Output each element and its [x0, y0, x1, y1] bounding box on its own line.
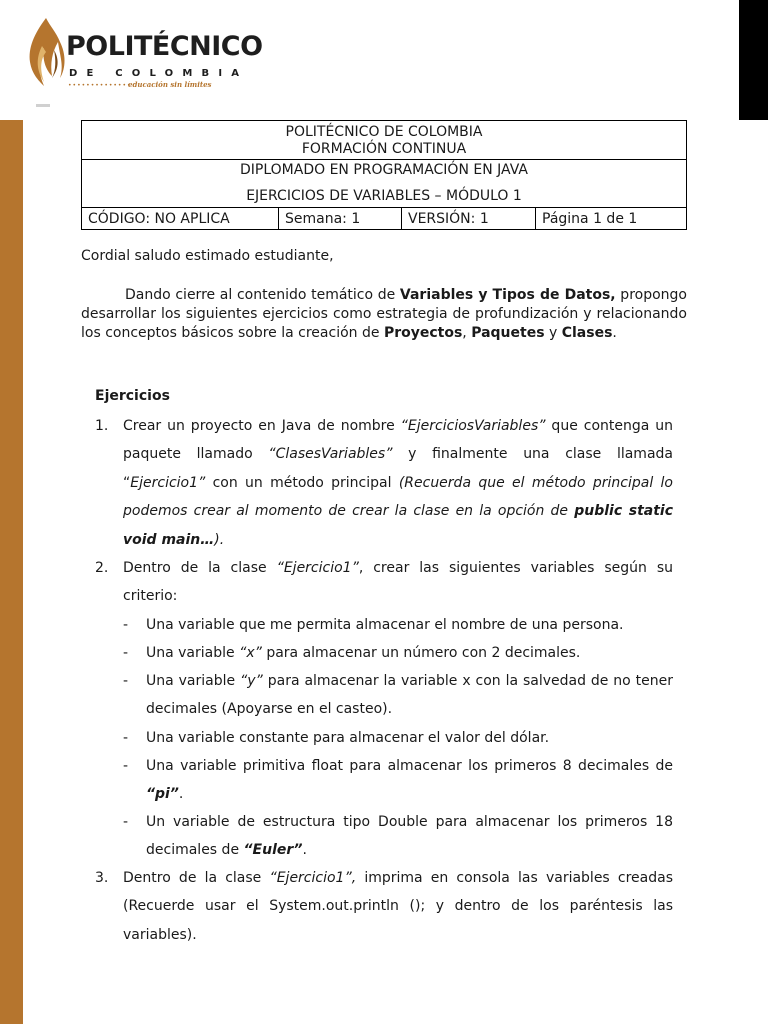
header-course: DIPLOMADO EN PROGRAMACIÓN EN JAVA	[240, 162, 528, 178]
header-week: Semana: 1	[279, 208, 402, 230]
header-exercise-title: EJERCICIOS DE VARIABLES – MÓDULO 1	[246, 188, 522, 204]
exercise-number: 2.	[95, 560, 109, 576]
logo-name: POLITÉCNICO	[66, 31, 263, 62]
logo-slogan: educación sin límites	[128, 80, 212, 89]
greeting: Cordial saludo estimado estudiante,	[81, 248, 334, 264]
list-item: - Una variable constante para almacenar el valor del dólar.	[123, 730, 550, 746]
logo-dots: ••••••••••••••	[68, 82, 132, 89]
exercise-1	[95, 412, 673, 554]
list-item: - Un variable de estructura tipo Double para almacenar los primeros 18 decimales de “Euler”.	[123, 814, 673, 859]
exercise-text: Dentro de la clase “Ejercicio1”, crear las siguientes variables según su criterio:	[123, 560, 673, 605]
exercises-heading: Ejercicios	[95, 388, 170, 404]
header-page: Página 1 de 1	[536, 208, 687, 230]
flame-icon	[26, 16, 66, 96]
exercise-number: 1.	[95, 418, 109, 434]
header-department: FORMACIÓN CONTINUA	[301, 141, 467, 157]
logo-underline	[36, 104, 50, 107]
exercise-text: Dentro de la clase “Ejercicio1”, imprima en consola las variables creadas (Recuerde usar el System.out.println (); y dentro de los paréntesis las variables).	[123, 870, 673, 943]
header-institution-cell	[82, 121, 687, 160]
list-item: - Una variable “y” para almacenar la variable x con la salvedad de no tener decimales (Apoyarse en el casteo).	[123, 673, 674, 718]
list-item: - Una variable primitiva float para almacenar los primeros 8 decimales de “pi”.	[123, 758, 673, 803]
header-code: CÓDIGO: NO APLICA	[82, 208, 279, 230]
header-course-cell	[82, 160, 687, 208]
list-item: - Una variable “x” para almacenar un número con 2 decimales.	[123, 645, 581, 661]
header-institution: POLITÉCNICO DE COLOMBIA	[285, 124, 483, 140]
exercise-number: 3.	[95, 870, 109, 886]
exercise-3	[95, 864, 673, 949]
logo-subtitle: DE COLOMBIA	[69, 68, 249, 79]
list-item: - Una variable que me permita almacenar el nombre de una persona.	[123, 617, 624, 633]
side-accent-bar	[0, 120, 23, 1024]
header-version: VERSIÓN: 1	[402, 208, 536, 230]
intro-paragraph: Dando cierre al contenido temático de Variables y Tipos de Datos, propongo desarrollar los siguientes ejercicios como estrategia de profundización y relacionando los conceptos básicos sobre la creación de Proyectos, Paquetes y Clases.	[81, 287, 687, 341]
exercise-2	[95, 554, 673, 611]
exercise-text: Crear un proyecto en Java de nombre “EjerciciosVariables” que contenga un paquete llamado “ClasesVariables” y finalmente una clase llamada “Ejercicio1” con un método principal (Recuerda que el método principal lo podemos crear al momento de crear la clase en la opción de public static void main…).	[123, 418, 674, 548]
institution-logo	[26, 16, 266, 96]
corner-block	[739, 0, 768, 120]
document-header-table	[81, 120, 687, 230]
